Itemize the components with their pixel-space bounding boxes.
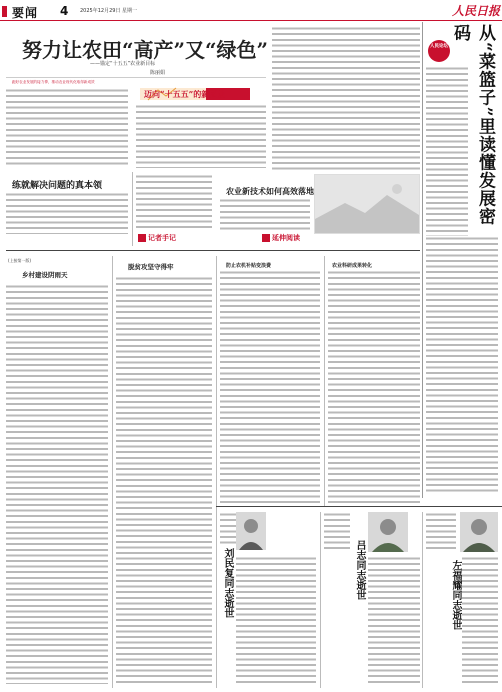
obit-1 — [220, 548, 232, 668]
page-number: 4 — [60, 4, 69, 18]
obit-2 — [352, 540, 364, 650]
header-rule — [0, 20, 502, 21]
reporter-tag-icon — [138, 234, 146, 242]
obit-3-name: 左福耀同志逝世 — [450, 560, 461, 630]
portrait-graphic — [236, 512, 266, 550]
main-article-body-left — [6, 88, 128, 168]
col-rule-2 — [216, 256, 217, 688]
photo-placeholder — [314, 174, 420, 234]
left-section-body — [6, 192, 128, 234]
obit-rule-2 — [422, 512, 423, 688]
sidebar-body — [426, 236, 498, 492]
sub-article-title-4: 农业科研成果转化 — [332, 263, 373, 269]
col-a-body — [6, 284, 108, 684]
col-rule-3 — [324, 256, 325, 506]
col-rule-1 — [112, 256, 113, 688]
obit-3-body — [462, 556, 498, 686]
obit-3-portrait — [460, 512, 498, 552]
obit-2-portrait — [368, 512, 408, 552]
obit-3-caption — [426, 512, 456, 552]
issue-date: 2025年12月29日 星期一 — [80, 8, 138, 14]
obit-2-body — [368, 556, 420, 686]
photo-graphic — [315, 175, 419, 233]
section-title: 要闻 — [12, 6, 39, 20]
obit-rule-1 — [320, 512, 321, 688]
obit-2-name: 吕志同志逝世 — [354, 540, 365, 600]
middle-aside-body — [136, 174, 212, 230]
main-article-intro: 跑好农业发展的接力棒，推动农业现代化取得新成效 — [12, 80, 95, 84]
portrait-graphic — [368, 512, 408, 552]
feature-banner — [138, 84, 258, 102]
sub-article-title-1: 乡村建设阴雨天 — [22, 271, 68, 279]
left-section-head: 练就解决问题的真本领 — [12, 181, 103, 191]
sub-article-title-2: 脱贫攻坚守得牢 — [128, 263, 174, 271]
main-article-byline: 陈丽娟 — [150, 70, 166, 76]
obit-1-portrait — [236, 512, 266, 550]
obit-divider-full — [216, 506, 502, 507]
divider — [6, 77, 266, 78]
obit-1-name: 刘民复同志逝世 — [222, 548, 233, 618]
section-divider — [6, 250, 420, 251]
main-article-title: 努力让农田“高产”又“绿色” — [22, 38, 269, 62]
obit-3 — [448, 560, 460, 680]
obit-1-body — [236, 556, 316, 686]
portrait-graphic — [460, 512, 498, 552]
middle-section-body — [220, 198, 310, 232]
col-c-body — [220, 270, 320, 504]
reporter-tag-left: 记者手记 — [148, 234, 176, 242]
main-article-body-right — [136, 104, 266, 168]
reporter-tag-middle: 延伸阅读 — [272, 234, 300, 242]
middle-section-head: 农业新技术如何高效落地 — [226, 186, 314, 196]
sidebar-column-label: 人民论坛 — [430, 44, 448, 49]
sub-article-title-3: 防止农机补贴变浪费 — [226, 263, 272, 269]
section-marker — [2, 6, 7, 17]
col-b-body — [116, 276, 212, 684]
col-d-body — [328, 270, 420, 504]
main-article-subtitle: ——锚定“十五五”农业新目标 — [90, 61, 156, 67]
sidebar-title: 从“菜篮子”里读懂发展密码 — [450, 24, 495, 226]
page-header — [0, 0, 502, 22]
banner-text: 迈向“十五五”的新图景 — [144, 89, 226, 99]
sidebar-column-badge — [428, 40, 450, 62]
col-a-kicker: (上接第一版) — [8, 258, 32, 263]
top-middle-article-body — [272, 26, 420, 172]
reading-tag-icon — [262, 234, 270, 242]
column-rule — [132, 172, 133, 246]
sidebar-rule — [422, 22, 423, 498]
newspaper-logo: 人民日报 — [452, 4, 501, 18]
obit-2-caption — [324, 512, 350, 552]
